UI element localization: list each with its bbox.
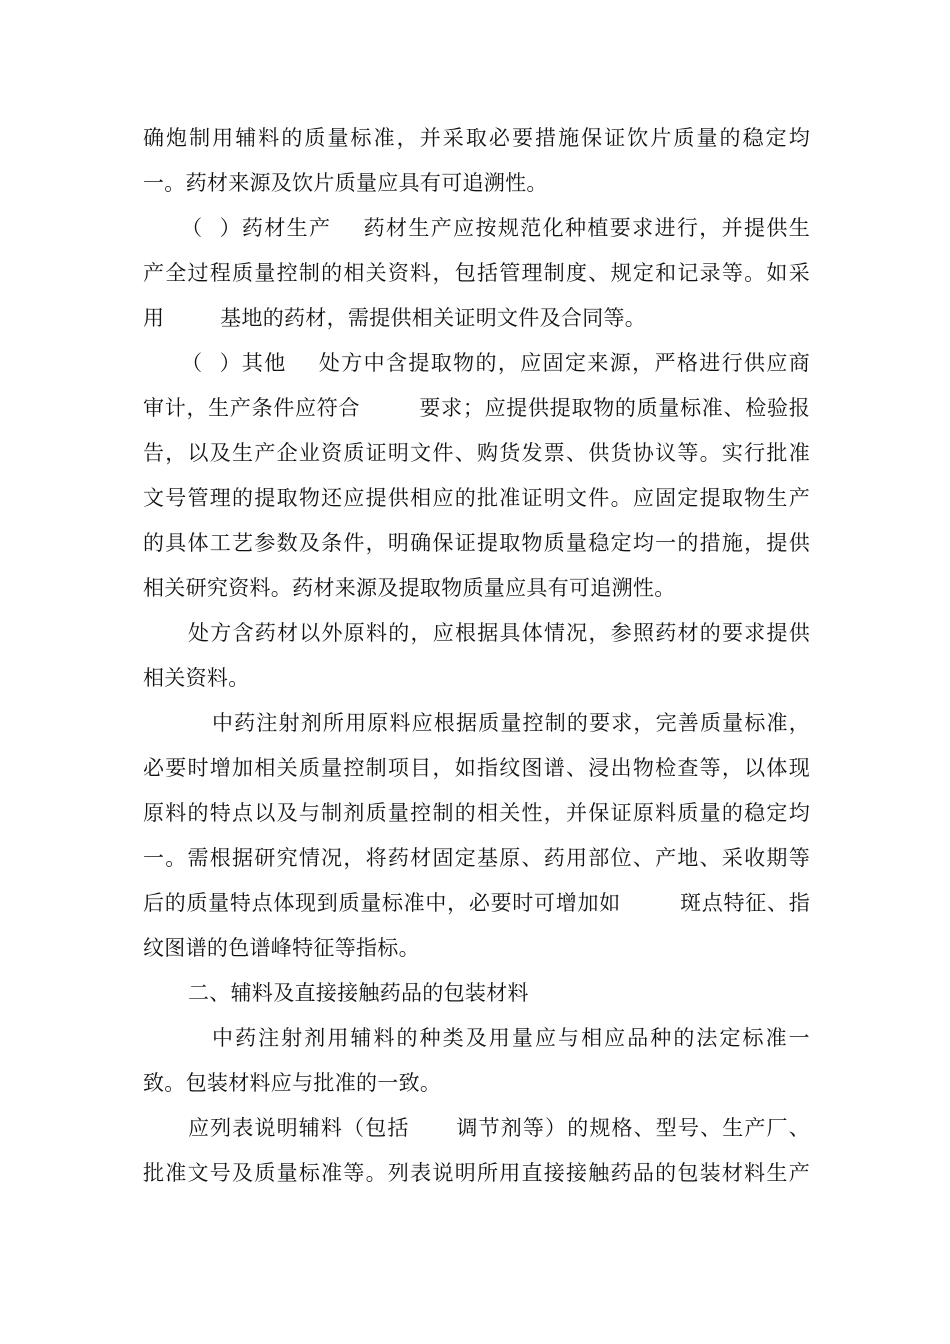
text-line: 纹图谱的色谱峰特征等指标。 [143,936,420,960]
text-line: 一。需根据研究情况，将药材固定基原、药用部位、产地、采收期等 [143,846,810,870]
text-line: 告，以及生产企业资质证明文件、购货发票、供货协议等。实行批准 [143,441,810,465]
text-line: 批准文号及质量标准等。列表说明所用直接接触药品的包装材料生产 [143,1161,810,1185]
text-line: 一。药材来源及饮片质量应具有可追溯性。 [143,171,548,195]
text-line: 后的质量特点体现到质量标准中，必要时可增加如 斑点特征、指 [143,891,810,915]
text-line: 中药注射剂用辅料的种类及用量应与相应品种的法定标准一 [212,1026,810,1050]
text-line: 致。包装材料应与批准的一致。 [143,1071,442,1095]
text-line: 的具体工艺参数及条件，明确保证提取物质量稳定均一的措施，提供 [143,531,810,555]
text-line: 原料的特点以及与制剂质量控制的相关性，并保证原料质量的稳定均 [143,801,810,825]
text-line: 中药注射剂所用原料应根据质量控制的要求，完善质量标准， [212,711,810,735]
text-line: 用 基地的药材，需提供相关证明文件及合同等。 [143,306,647,330]
text-line: 确炮制用辅料的质量标准，并采取必要措施保证饮片质量的稳定均 [143,126,810,150]
text-line: 处方含药材以外原料的，应根据具体情况，参照药材的要求提供 [188,621,810,645]
text-line: 必要时增加相关质量控制项目，如指纹图谱、浸出物检查等，以体现 [143,756,810,780]
text-line: 相关资料。 [143,666,250,690]
text-line: 文号管理的提取物还应提供相应的批准证明文件。应固定提取物生产 [143,486,810,510]
section-heading: 二、辅料及直接接触药品的包装材料 [188,981,529,1005]
text-line: （ ）药材生产 药材生产应按规范化种植要求进行，并提供生 [165,216,810,240]
text-line: 产全过程质量控制的相关资料，包括管理制度、规定和记录等。如采 [143,261,810,285]
text-line: 相关研究资料。药材来源及提取物质量应具有可追溯性。 [143,576,676,600]
text-line: 审计，生产条件应符合 要求；应提供提取物的质量标准、检验报 [143,396,810,420]
text-line: 应列表说明辅料（包括 调节剂等）的规格、型号、生产厂、 [188,1116,810,1140]
text-line: （ ）其他 处方中含提取物的，应固定来源，严格进行供应商 [165,351,810,375]
